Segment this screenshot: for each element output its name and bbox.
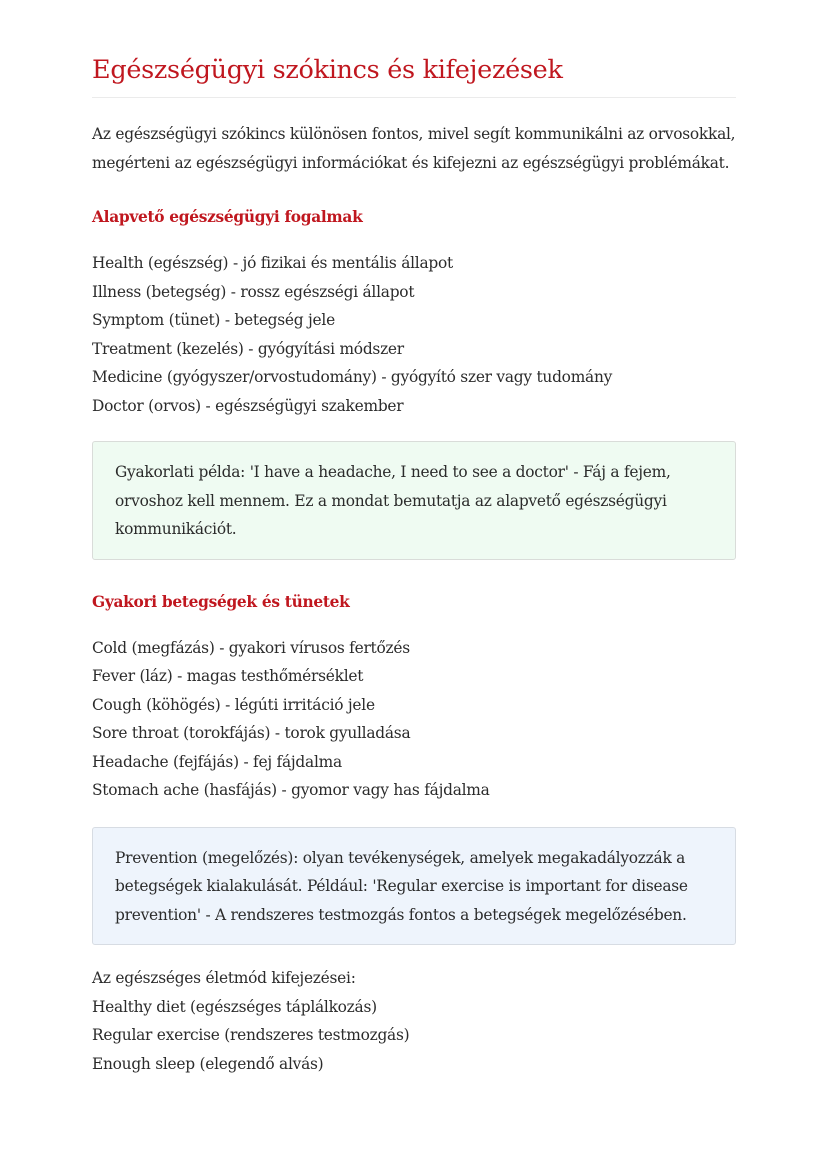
list-item: Stomach ache (hasfájás) - gyomor vagy has fájdalma	[92, 781, 490, 799]
common-illnesses-list	[92, 634, 736, 805]
list-item: Medicine (gyógyszer/orvostudomány) - gyógyító szer vagy tudomány	[92, 368, 613, 386]
list-item: Sore throat (torokfájás) - torok gyulladása	[92, 724, 411, 742]
list-item: Cough (köhögés) - légúti irritáció jele	[92, 695, 375, 714]
lifestyle-heading: Az egészséges életmód kifejezései:	[92, 969, 356, 987]
list-item: Cold (megfázás) - gyakori vírusos fertőzés	[92, 638, 410, 657]
prevention-callout: Prevention (megelőzés): olyan tevékenységek, amelyek megakadályozzák a betegségek kialakulását. Például: 'Regular exercise is important for disease prevention' - A rendszeres testmozgás fontos a betegségek megelőzésében.	[92, 827, 736, 946]
practical-example-callout: Gyakorlati példa: 'I have a headache, I need to see a doctor' - Fáj a fejem, orvoshoz kell mennem. Ez a mondat bemutatja az alapvető egészségügyi kommunikációt.	[92, 441, 736, 560]
page-title: Egészségügyi szókincs és kifejezések	[92, 55, 563, 85]
list-item: Treatment (kezelés) - gyógyítási módszer	[92, 339, 404, 358]
list-item: Fever (láz) - magas testhőmérséklet	[92, 667, 364, 685]
list-item: Symptom (tünet) - betegség jele	[92, 311, 335, 329]
list-item: Healthy diet (egészséges táplálkozás)	[92, 997, 377, 1016]
list-item: Illness (betegség) - rossz egészségi állapot	[92, 282, 415, 301]
intro-paragraph: Az egészségügyi szókincs különösen fontos, mivel segít kommunikálni az orvosokkal, megérteni az egészségügyi információkat és kifejezni az egészségügyi problémákat.	[92, 125, 736, 172]
list-item: Regular exercise (rendszeres testmozgás)	[92, 1026, 410, 1044]
section-title-basic-concepts: Alapvető egészségügyi fogalmak	[92, 208, 363, 226]
section-title-common-illnesses: Gyakori betegségek és tünetek	[92, 592, 350, 611]
healthy-lifestyle-block	[92, 964, 736, 1078]
title-divider	[92, 97, 736, 98]
list-item: Headache (fejfájás) - fej fájdalma	[92, 752, 342, 771]
list-item: Doctor (orvos) - egészségügyi szakember	[92, 396, 404, 415]
basic-concepts-list	[92, 249, 736, 420]
list-item: Health (egészség) - jó fizikai és mentális állapot	[92, 254, 453, 272]
list-item: Enough sleep (elegendő alvás)	[92, 1054, 324, 1073]
